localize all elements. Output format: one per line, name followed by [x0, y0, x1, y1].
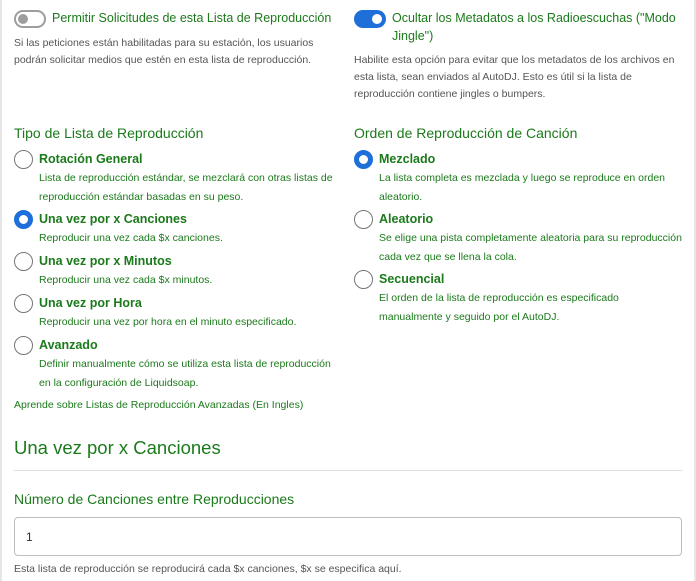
song-order-option [354, 270, 684, 327]
radio-once-per-minutes[interactable] [14, 252, 33, 271]
radio-random[interactable] [354, 210, 373, 229]
radio-option-sequential[interactable] [354, 270, 684, 289]
radio-label: Una vez por Hora [39, 296, 142, 310]
radio-option-shuffled[interactable] [354, 150, 684, 169]
radio-description: Lista de reproducción estándar, se mezclará con otras listas de reproducción estándar basadas en su peso. [39, 172, 333, 203]
radio-label: Secuencial [379, 272, 445, 286]
hide-metadata-toggle[interactable] [354, 10, 386, 28]
radio-label: Aleatorio [379, 212, 434, 226]
radio-description: La lista completa es mezclada y luego se reproduce en orden aleatorio. [379, 172, 666, 203]
songs-between-plays-label: Número de Canciones entre Reproducciones [14, 491, 295, 507]
song-order-option [354, 150, 684, 207]
hide-metadata-toggle-label: Ocultar los Metadatos a los Radioescuchas ("Modo Jingle") [392, 11, 676, 43]
requests-toggle-group [14, 9, 339, 69]
song-order-option [354, 210, 684, 267]
radio-general-rotation[interactable] [14, 150, 33, 169]
playlist-type-option [14, 252, 339, 290]
radio-sequential[interactable] [354, 270, 373, 289]
playlist-type-option [14, 336, 339, 393]
radio-description: Definir manualmente cómo se utiliza esta lista de reproducción en la configuración de Liquidsoap. [39, 358, 331, 389]
advanced-playlists-link[interactable]: Aprende sobre Listas de Reproducción Avanzadas (En Ingles) [14, 399, 304, 411]
playlist-type-option [14, 150, 339, 207]
radio-option-random[interactable] [354, 210, 684, 229]
radio-option-once-per-hour[interactable] [14, 294, 339, 313]
requests-help: Si las peticiones están habilitadas para su estación, los usuarios podrán solicitar medios que estén en esta lista de reproducción. [14, 37, 314, 66]
playlist-type-title: Tipo de Lista de Reproducción [14, 125, 204, 141]
radio-description: Se elige una pista completamente aleatoria para su reproducción cada vez que se llena la cola. [379, 232, 682, 263]
requests-toggle-label: Permitir Solicitudes de esta Lista de Reproducción [52, 11, 332, 25]
section-divider [14, 470, 682, 471]
toggle-knob [372, 14, 382, 24]
hide-metadata-help: Habilite esta opción para evitar que los metadatos de los archivos en esta lista, sean enviados al AutoDJ. Esto es útil si la lista de reproducción contiene jingles o bumpers. [354, 54, 675, 100]
radio-label: Mezclado [379, 152, 436, 166]
radio-advanced[interactable] [14, 336, 33, 355]
hide-metadata-toggle-row[interactable] [354, 9, 684, 45]
radio-description: Reproducir una vez cada $x canciones. [39, 232, 223, 244]
radio-label: Avanzado [39, 338, 98, 352]
playlist-type-option [14, 294, 339, 332]
radio-label: Rotación General [39, 152, 143, 166]
radio-option-once-per-songs[interactable] [14, 210, 339, 229]
requests-toggle-row[interactable] [14, 9, 339, 28]
hide-metadata-toggle-group [354, 9, 684, 103]
radio-description: Reproducir una vez por hora en el minuto especificado. [39, 316, 297, 328]
playlist-type-group [14, 124, 339, 411]
radio-label: Una vez por x Minutos [39, 254, 172, 268]
requests-toggle[interactable] [14, 10, 46, 28]
songs-between-plays-help: Esta lista de reproducción se reproducirá cada $x canciones, $x se especifica aquí. [14, 563, 402, 575]
radio-once-per-songs[interactable] [14, 210, 33, 229]
songs-between-plays-input[interactable] [14, 517, 682, 556]
toggle-knob [18, 14, 28, 24]
radio-option-once-per-minutes[interactable] [14, 252, 339, 271]
left-border [0, 0, 2, 581]
radio-label: Una vez por x Canciones [39, 212, 187, 226]
radio-once-per-hour[interactable] [14, 294, 33, 313]
playlist-type-option [14, 210, 339, 248]
song-order-title: Orden de Reproducción de Canción [354, 125, 578, 141]
once-per-songs-title: Una vez por x Canciones [14, 437, 221, 458]
radio-option-advanced[interactable] [14, 336, 339, 355]
radio-shuffled[interactable] [354, 150, 373, 169]
radio-description: El orden de la lista de reproducción es especificado manualmente y seguido por el AutoDJ. [379, 292, 619, 323]
song-order-group [354, 124, 684, 327]
radio-option-general-rotation[interactable] [14, 150, 339, 169]
radio-description: Reproducir una vez cada $x minutos. [39, 274, 213, 286]
